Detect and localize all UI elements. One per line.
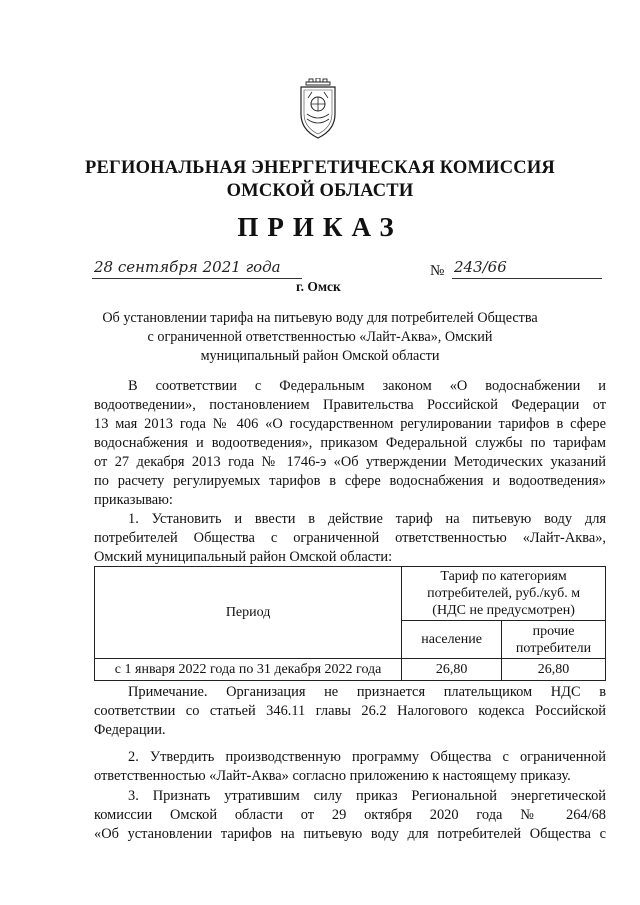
item2-line: ответственностью «Лайт-Аква» согласно приложению к настоящему приказу.: [94, 768, 571, 784]
header-tariff-line: потребителей, руб./куб. м: [427, 586, 581, 601]
text-line: 13 мая 2013 года № 406 «О государственном регулировании тарифов в сфере: [94, 416, 606, 432]
item2-paragraph: [94, 748, 606, 786]
subject-line: муниципальный район Омской области: [200, 348, 440, 364]
tariff-table: [94, 566, 606, 681]
document-title: ПРИКАЗ: [237, 212, 403, 242]
header-tariff: [402, 567, 606, 621]
handwritten-date: 28 сентября 2021 года: [94, 258, 281, 276]
preamble-paragraph: [94, 377, 606, 567]
text-line: по расчету регулируемых тарифов в сфере водоснабжения и водоотведения»: [94, 473, 606, 489]
header-other-line: прочие: [532, 623, 575, 639]
subject-line: с ограниченной ответственностью «Лайт-Аква», Омский: [147, 329, 493, 345]
item2-line: 2. Утвердить производственную программу Общества с ограниченной: [128, 749, 606, 765]
item3-line: «Об установлении тарифов на питьевую воду для потребителей Общества с: [94, 826, 606, 842]
header-period: Период: [95, 567, 402, 659]
organization-name-line1: РЕГИОНАЛЬНАЯ ЭНЕРГЕТИЧЕСКАЯ КОМИССИЯ: [84, 158, 555, 178]
coat-of-arms-emblem: [296, 78, 340, 140]
item3-paragraph: [94, 787, 606, 844]
item1-line: 1. Установить и ввести в действие тариф на питьевую воду для: [128, 511, 606, 527]
item3-line: комиссии Омской области от 29 октября 2020 года № 264/68: [94, 807, 606, 823]
city-label: г. Омск: [296, 279, 341, 294]
order-subject: [60, 309, 580, 366]
handwritten-number: 243/66: [454, 258, 507, 276]
note-line: Федерации.: [94, 722, 166, 738]
text-line: водоотведении», постановлением Правительства Российской Федерации от: [94, 397, 606, 413]
header-tariff-line: Тариф по категориям: [440, 569, 567, 584]
note-line: соответствии со статьей 346.11 главы 26.2 Налогового кодекса Российской: [94, 703, 606, 719]
header-other-consumers: [502, 621, 606, 659]
note-paragraph: [94, 683, 606, 740]
text-line: водоснабжения и водоотведения», приказом Федеральной службы по тарифам: [94, 435, 606, 451]
cell-population-tariff: 26,80: [402, 659, 502, 681]
item1-line: потребителей Общества с ограниченной ответственностью «Лайт-Аква»,: [94, 530, 606, 546]
text-line: В соответствии с Федеральным законом «О водоснабжении и: [128, 378, 606, 394]
subject-line: Об установлении тарифа на питьевую воду для потребителей Общества: [102, 310, 538, 326]
header-other-line: потребители: [515, 640, 592, 656]
note-line: Примечание. Организация не признается плательщиком НДС в: [128, 684, 606, 700]
header-population: население: [402, 621, 502, 659]
cell-period: с 1 января 2022 года по 31 декабря 2022 года: [95, 659, 402, 681]
number-field: [452, 258, 602, 279]
text-line: от 27 декабря 2013 года № 1746-э «Об утверждении Методических указаний: [94, 454, 606, 470]
item3-line: 3. Признать утратившим силу приказ Региональной энергетической: [128, 788, 606, 804]
text-line: приказываю:: [94, 492, 173, 508]
date-field: [92, 258, 302, 279]
header-tariff-line: (НДС не предусмотрен): [432, 603, 575, 618]
cell-other-tariff: 26,80: [502, 659, 606, 681]
organization-name-line2: ОМСКОЙ ОБЛАСТИ: [226, 181, 414, 201]
number-prefix: №: [430, 263, 445, 279]
item1-line: Омский муниципальный район Омской области:: [94, 549, 393, 565]
table-row: [95, 659, 606, 681]
